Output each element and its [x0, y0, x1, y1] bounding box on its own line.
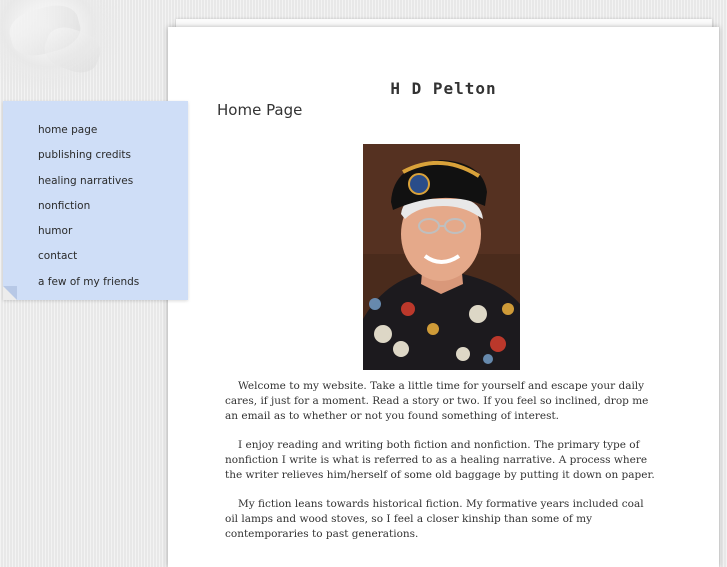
sidebar-item-healing-narratives: [38, 169, 139, 194]
sidebar-item-friends: [38, 270, 139, 295]
page-curl-corner: [3, 286, 17, 300]
paragraph: Welcome to my website. Take a little time for yourself and escape your daily cares, if just for a moment. Read a story or two. If you feel so inclined, drop me an email as to whether or not you found something of interest.: [225, 380, 649, 422]
nav-link-friends[interactable]: a few of my friends: [38, 275, 140, 288]
sidebar-item-humor: [38, 219, 139, 244]
crumpled-paper-decoration: [0, 0, 120, 90]
nav-link-publishing-credits[interactable]: publishing credits: [38, 149, 132, 162]
author-portrait: [363, 144, 520, 370]
page-title: Home Page: [217, 101, 303, 119]
nav-link-nonfiction[interactable]: nonfiction: [38, 199, 91, 212]
sidebar-item-publishing-credits: [38, 143, 139, 168]
sidebar-nav: [3, 101, 188, 300]
content-paper: [168, 27, 719, 567]
nav-list: [38, 118, 139, 295]
sidebar-item-nonfiction: [38, 194, 139, 219]
paragraph: I enjoy reading and writing both fiction and nonfiction. The primary type of nonfiction I write is what is referred to as a healing narrative. A process where the writer relieves him/herself of some old baggage by putting it down on paper.: [225, 439, 655, 481]
nav-link-healing-narratives[interactable]: healing narratives: [38, 174, 134, 187]
paragraph: My fiction leans towards historical fiction. My formative years included coal oil lamps and wood stoves, so I feel a closer kinship than some of my contemporaries to past generations.: [225, 498, 644, 540]
sidebar-item-contact: [38, 244, 139, 269]
nav-link-humor[interactable]: humor: [38, 225, 73, 238]
sidebar-item-home-page: [38, 118, 139, 143]
nav-link-contact[interactable]: contact: [38, 250, 78, 263]
site-title: H D Pelton: [390, 79, 497, 98]
intro-text: [225, 379, 657, 556]
nav-link-home-page[interactable]: home page: [38, 124, 98, 136]
